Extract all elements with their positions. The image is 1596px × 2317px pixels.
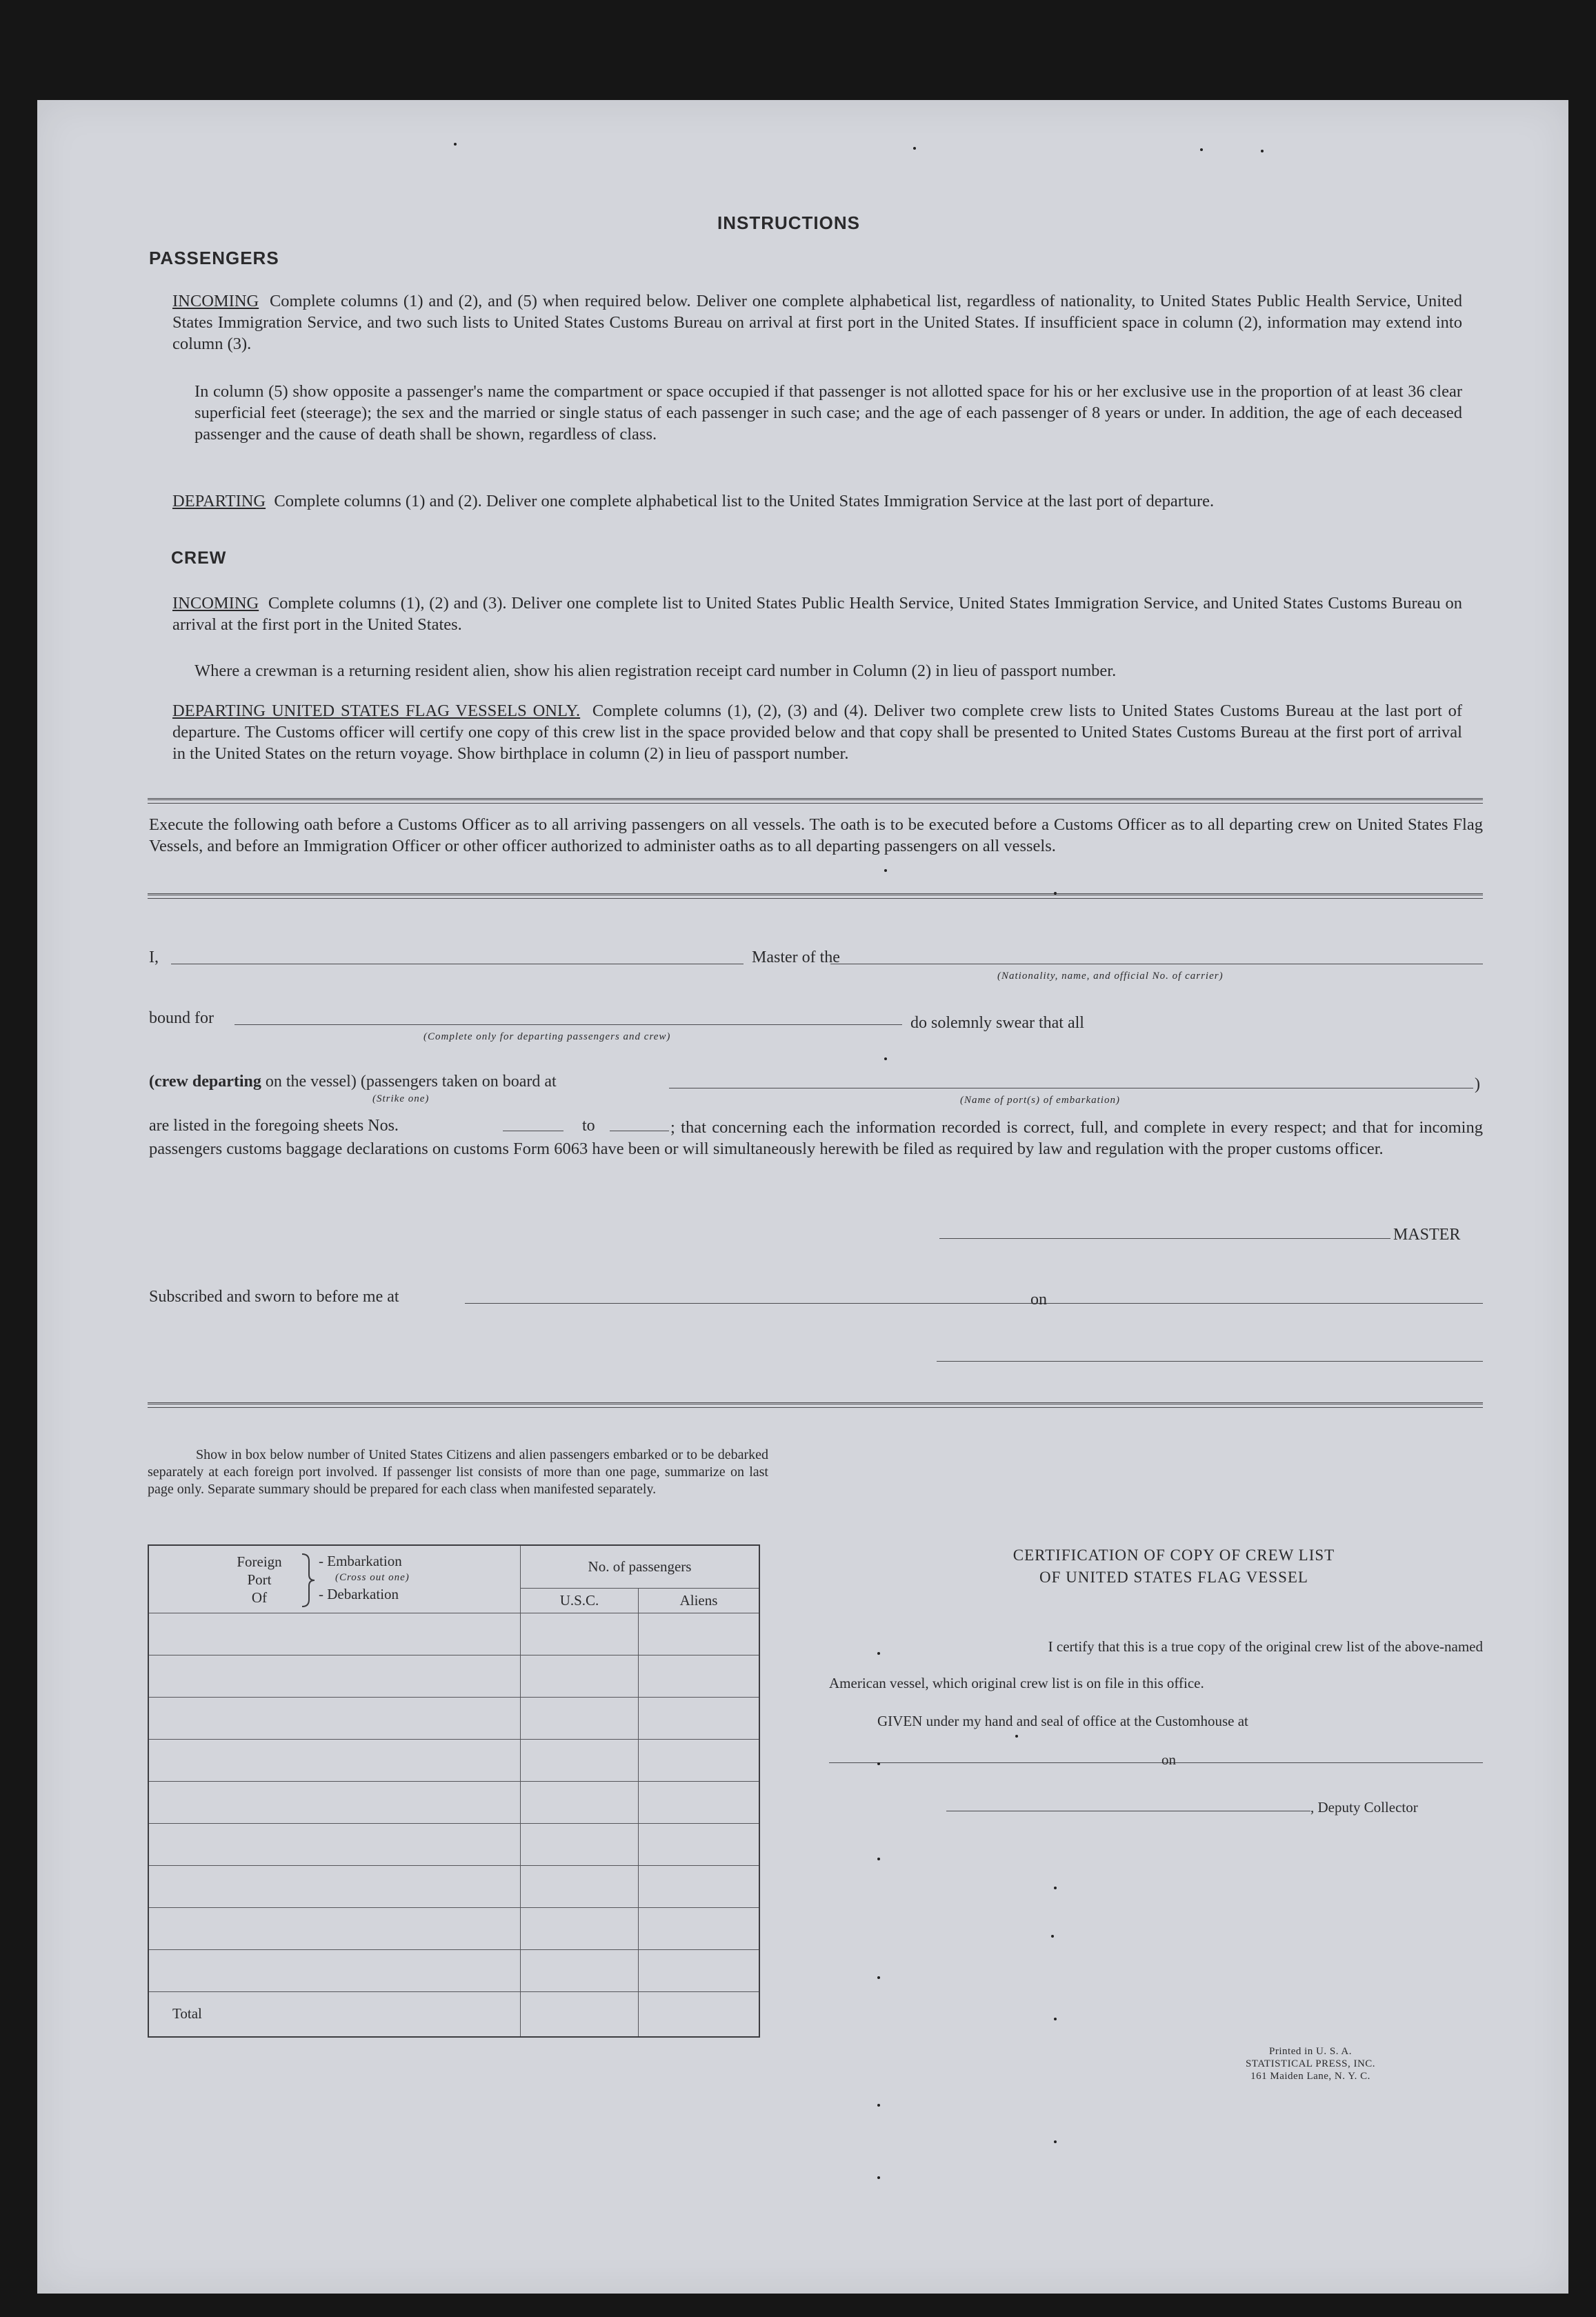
printer-line2: STATISTICAL PRESS, INC.	[1245, 2058, 1376, 2069]
usc-cell[interactable]	[521, 1949, 639, 1991]
table-row	[148, 1781, 759, 1823]
crew-incoming-paragraph	[172, 593, 1462, 635]
passengers-departing-paragraph	[172, 490, 1462, 512]
crew-incoming-text: Complete columns (1), (2) and (3). Deliver one complete list to United States Public Health Service, United States Immigration Service, and United States Customs Bureau on arrival at the first port in the United States.	[172, 594, 1462, 634]
carrier-caption: (Nationality, name, and official No. of carrier)	[997, 971, 1224, 982]
table-row	[148, 1949, 759, 1991]
subscribed-on-label: on	[1030, 1291, 1047, 1309]
col-port-label: Port	[247, 1571, 272, 1588]
page-title: INSTRUCTIONS	[717, 212, 860, 233]
deputy-collector-label: , Deputy Collector	[1310, 1799, 1418, 1816]
port-cell[interactable]	[148, 1865, 521, 1907]
to-label: to	[582, 1117, 595, 1135]
aliens-header: Aliens	[639, 1588, 760, 1613]
table-row	[148, 1613, 759, 1655]
no-passengers-header: No. of passengers	[521, 1545, 760, 1588]
printer-line3: 161 Maiden Lane, N. Y. C.	[1250, 2071, 1370, 2082]
bound-for-field[interactable]	[235, 1024, 902, 1025]
table-row	[148, 1865, 759, 1907]
table-row	[148, 1907, 759, 1949]
passenger-summary-table	[148, 1544, 760, 2038]
scan-speck	[884, 1057, 887, 1060]
port-cell[interactable]	[148, 1823, 521, 1865]
certify-line1: I certify that this is a true copy of the original crew list of the above-named	[1048, 1638, 1483, 1655]
summary-instruction: Show in box below number of United States Citizens and alien passengers embarked or to be debarked separately at each foreign port involved. If passenger list consists of more than one page, summarize on last page only. Separate summary should be prepared for each class when manifested separately.	[148, 1447, 768, 1497]
bound-for-caption: (Complete only for departing passengers and crew)	[423, 1031, 671, 1042]
port-cell[interactable]	[148, 1781, 521, 1823]
table-row	[148, 1697, 759, 1739]
usc-cell[interactable]	[521, 1907, 639, 1949]
customhouse-field[interactable]	[829, 1762, 1189, 1763]
passengers-incoming-label: INCOMING	[172, 292, 259, 310]
crew-departing-bold: (crew departing	[149, 1073, 261, 1091]
passengers-departing-label: DEPARTING	[172, 492, 266, 510]
usc-cell[interactable]	[521, 1697, 639, 1739]
passengers-incoming-text: Complete columns (1) and (2), and (5) when required below. Deliver one complete alphabetical list, regardless of nationality, to United States Public Health Service, United States Immigration Service, and two such lists to United States Customs Bureau on arrival at first port in the United States. If insufficient space in column (2), information may extend into column (3).	[172, 292, 1462, 353]
table-row	[148, 1823, 759, 1865]
certification-title-line2: OF UNITED STATES FLAG VESSEL	[1039, 1569, 1308, 1586]
certification-date-field[interactable]	[1182, 1762, 1483, 1763]
aliens-cell[interactable]	[639, 1655, 760, 1697]
resident-alien-paragraph: Where a crewman is a returning resident alien, show his alien registration receipt card number in Column (2) in lieu of passport number.	[194, 662, 1117, 680]
scan-speck	[884, 869, 887, 872]
crew-incoming-label: INCOMING	[172, 594, 259, 613]
form-sheet	[37, 100, 1568, 2294]
certification-title	[865, 1544, 1483, 1589]
usc-cell[interactable]	[521, 1739, 639, 1781]
subscribed-date-field[interactable]	[1051, 1303, 1483, 1304]
usc-cell[interactable]	[521, 1613, 639, 1655]
scan-speck	[877, 1858, 880, 1860]
cross-out-caption: (Cross out one)	[335, 1572, 410, 1583]
total-aliens-cell[interactable]	[639, 1991, 760, 2037]
passengers-departing-text: Complete columns (1) and (2). Deliver one complete alphabetical list to the United States Immigration Service at the last port of departure.	[274, 492, 1215, 510]
usc-cell[interactable]	[521, 1823, 639, 1865]
scan-speck	[1261, 150, 1264, 152]
aliens-cell[interactable]	[639, 1781, 760, 1823]
subscribed-place-field[interactable]	[465, 1303, 1058, 1304]
crew-departing-label: DEPARTING UNITED STATES FLAG VESSELS ONLY.	[172, 702, 581, 720]
printer-line1: Printed in U. S. A.	[1269, 2046, 1352, 2057]
bound-for-label: bound for	[149, 1009, 214, 1027]
aliens-cell[interactable]	[639, 1907, 760, 1949]
oath-intro: Execute the following oath before a Customs Officer as to all arriving passengers on all vessels. The oath is to be executed before a Customs Officer as to all departing crew on United States Flag Vessels, and before an Immigration Officer or other officer authorized to administer oaths as to all departing passengers on all vessels.	[149, 815, 1483, 855]
col-of-label: Of	[251, 1589, 268, 1606]
port-cell[interactable]	[148, 1655, 521, 1697]
scan-speck	[1015, 1735, 1018, 1738]
total-usc-cell[interactable]	[521, 1991, 639, 2037]
officer-signature-field[interactable]	[937, 1361, 1483, 1362]
scan-speck	[877, 1976, 880, 1979]
master-label: MASTER	[1393, 1226, 1461, 1244]
passengers-taken-text: (passengers taken on board at	[360, 1073, 557, 1091]
crew-departing-text: Complete columns (1), (2), (3) and (4). Deliver two complete crew lists to United States Customs Bureau at the last port of departure. The Customs officer will certify one copy of this crew list in the space provided below and that copy shall be presented to United States Customs Bureau at the first port of arrival in the United States on the return voyage. Show birthplace in column (2) in lieu of passport number.	[172, 702, 1462, 763]
given-text: GIVEN under my hand and seal of office at the Customhouse at	[877, 1713, 1248, 1729]
port-cell[interactable]	[148, 1613, 521, 1655]
port-header-cell	[148, 1545, 521, 1613]
scan-speck	[1200, 148, 1203, 151]
scan-speck	[1051, 1935, 1054, 1938]
curly-brace-icon	[299, 1553, 317, 1608]
divider-top	[148, 798, 1483, 804]
column5-paragraph: In column (5) show opposite a passenger's name the compartment or space occupied if that passenger is not allotted space for his or her exclusive use in the proportion of at least 36 clear superficial feet (steerage); the sex and the married or single status of each passenger in such case; and the age of each passenger of 8 years or under. In addition, the age of each deceased passenger and the cause of death shall be shown, regardless of class.	[194, 382, 1462, 444]
subscribed-label: Subscribed and sworn to before me at	[149, 1288, 399, 1306]
scan-speck	[877, 1652, 880, 1655]
aliens-cell[interactable]	[639, 1865, 760, 1907]
master-of-the-label: Master of the	[752, 948, 840, 966]
crew-passenger-line	[149, 1073, 557, 1091]
aliens-cell[interactable]	[639, 1739, 760, 1781]
scan-speck	[1054, 2140, 1057, 2143]
scan-speck	[877, 1762, 880, 1765]
master-signature-field[interactable]	[939, 1238, 1390, 1239]
aliens-cell[interactable]	[639, 1613, 760, 1655]
close-paren: )	[1475, 1075, 1480, 1093]
divider-oath	[148, 893, 1483, 899]
listed-text-start: are listed in the foregoing sheets Nos.	[149, 1117, 399, 1135]
crew-departing-paragraph	[172, 700, 1462, 764]
scan-speck	[913, 147, 916, 150]
col-foreign-label: Foreign	[237, 1553, 282, 1570]
scan-speck	[1054, 1887, 1057, 1889]
scan-speck	[1054, 892, 1057, 895]
scan-speck	[877, 2104, 880, 2107]
debarkation-option[interactable]: - Debarkation	[319, 1586, 399, 1602]
port-cell[interactable]	[148, 1949, 521, 1991]
usc-cell[interactable]	[521, 1865, 639, 1907]
scan-speck	[1054, 2018, 1057, 2020]
port-cell[interactable]	[148, 1907, 521, 1949]
certify-line2: American vessel, which original crew list is on file in this office.	[829, 1675, 1204, 1691]
port-cell[interactable]	[148, 1697, 521, 1739]
certification-on-label: on	[1161, 1751, 1176, 1768]
port-cell[interactable]	[148, 1739, 521, 1781]
crew-heading: CREW	[171, 548, 227, 568]
usc-cell[interactable]	[521, 1655, 639, 1697]
certification-title-line1: CERTIFICATION OF COPY OF CREW LIST	[1013, 1547, 1335, 1564]
divider-bottom	[148, 1402, 1483, 1408]
embarkation-option[interactable]: - Embarkation	[319, 1553, 402, 1569]
scan-speck	[877, 2176, 880, 2179]
total-label: Total	[148, 1991, 521, 2037]
table-row	[148, 1655, 759, 1697]
aliens-cell[interactable]	[639, 1823, 760, 1865]
table-row	[148, 1739, 759, 1781]
scan-speck	[454, 143, 457, 146]
aliens-cell[interactable]	[639, 1697, 760, 1739]
printer-imprint	[1221, 2045, 1400, 2082]
oath-i-label: I,	[149, 948, 159, 966]
usc-header: U.S.C.	[521, 1588, 639, 1613]
passengers-incoming-paragraph	[172, 290, 1462, 355]
strike-one-caption: (Strike one)	[372, 1093, 430, 1104]
usc-cell[interactable]	[521, 1781, 639, 1823]
solemnly-swear-text: do solemnly swear that all	[910, 1014, 1084, 1032]
listed-text-rest: ; that concerning each the information recorded is correct, full, and complete in every respect; and that for incoming passengers customs baggage declarations on customs Form 6063 have been or will simultaneously herewith be filed as required by law and regulation with the proper customs officer.	[149, 1118, 1483, 1158]
port-caption: (Name of port(s) of embarkation)	[960, 1095, 1120, 1106]
aliens-cell[interactable]	[639, 1949, 760, 1991]
passengers-heading: PASSENGERS	[149, 248, 279, 268]
total-row	[148, 1991, 759, 2037]
on-the-vessel-text: on the vessel)	[261, 1073, 357, 1091]
